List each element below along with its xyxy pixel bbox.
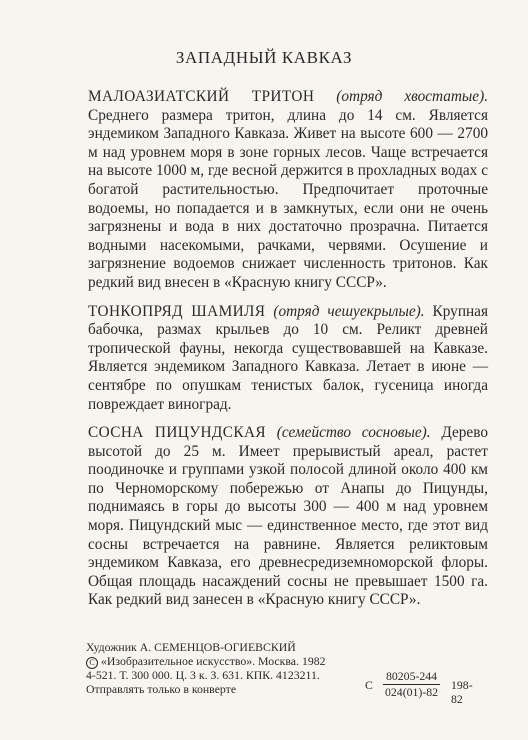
- print-info: 4-521. Т. 300 000. Ц. 3 к. З. 631. КПК. 4123211.: [86, 667, 320, 682]
- price-code-prefix: С: [365, 678, 373, 692]
- section-pine: [88, 424, 488, 610]
- section-title: МАЛОАЗИАТСКИЙ ТРИТОН: [88, 88, 315, 105]
- price-code-fraction: [383, 670, 440, 700]
- article-body: [88, 88, 488, 620]
- publisher-text: «Изобразительное искусство». Москва. 1982: [101, 653, 326, 668]
- section-text: Дерево высотой до 25 м. Имеет прерывистый ареал, растет поодиночке и группами узкой полосой длиной около 400 км по Черноморскому побережью от Анапы до Пицунды, поднимаясь в горы до высоты 300 — 400 м над уровнем моря. Пицундский мыс — единственное место, где этот вид сосны встречается на равнине. Является реликтовым эндемиком Кавказа, его древнесредиземноморской флоры. Общая площадь насаждений сосны не превышает 1500 га. Как редкий вид занесен в «Красную книгу СССР».: [88, 424, 488, 609]
- section-newt: [88, 88, 488, 293]
- artist-credit: Художник А. СЕМЕНЦОВ-ОГИЕВСКИЙ: [86, 640, 296, 654]
- copyright-icon: С: [86, 657, 98, 669]
- section-note: (семейство сосновые).: [276, 424, 431, 442]
- price-code-numerator: 80205-244: [383, 670, 440, 685]
- imprint: [86, 641, 506, 696]
- section-moth: [88, 303, 488, 415]
- section-text: Крупная бабочка, размах крыльев до 10 см. Реликт древней тропической фауны, некогда существовавшей на Кавказе. Является эндемиком Западного Кавказа. Летает в июне — сентябре по опушкам тенистых балок, гусеница иногда повреждает виноград.: [88, 302, 489, 413]
- section-title: СОСНА ПИЦУНДСКАЯ: [88, 424, 267, 442]
- price-code-denominator: 024(01)-82: [385, 684, 439, 699]
- publisher-line: [86, 655, 506, 669]
- section-note: (отряд чешуекрылые).: [273, 302, 425, 320]
- page-heading: ЗАПАДНЫЙ КАВКАЗ: [175, 48, 353, 67]
- section-text: Среднего размера тритон, длина до 14 см. Является эндемиком Западного Кавказа. Живет на высоте 600 — 2700 м над уровнем моря в зоне горных лесов. Чаще встречается на высоте 1000 м, где весной держится в прохладных водах с богатой растительностью. Предпочитает проточные водоемы, но попадается и в замкнутых, если они не очень загрязнены и вода в них достаточно прозрачна. Питается водными насекомыми, рачками, червями. Осушение и загрязнение водоемов снижает численность тритонов. Как редкий вид внесен в «Красную книгу СССР».: [88, 106, 488, 291]
- section-title: ТОНКОПРЯД ШАМИЛЯ: [88, 302, 266, 320]
- price-code-suffix: 198-82: [451, 678, 473, 706]
- mailing-note: Отправлять только в конверте: [86, 681, 237, 696]
- section-note: (отряд хвостатые).: [336, 88, 488, 105]
